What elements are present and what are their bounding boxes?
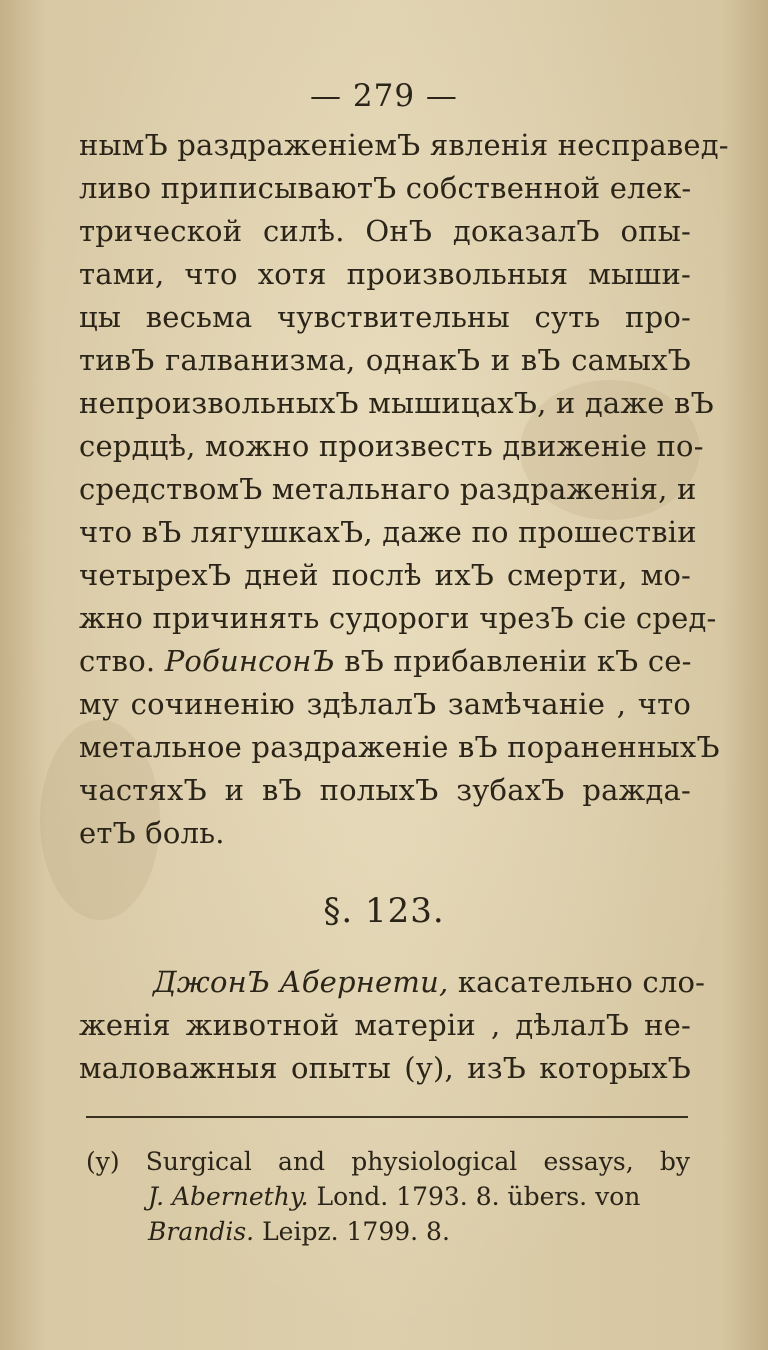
text-run: вЪ прибавленiи кЪ се- [344,644,692,678]
translator-name: Brandis. [148,1217,255,1246]
text-line: непроизвольныхЪ мышицахЪ, и даже вЪ [79,386,714,420]
text-line: четырехЪ дней послѣ ихЪ смерти, мо- [79,558,691,592]
text-line: средствомЪ метальнаго раздраженiя, и [79,472,697,506]
main-text [79,124,729,855]
footnote [86,1144,690,1249]
text-line: что вЪ лягушкахЪ, даже по прошествiи [79,515,697,549]
text-line: трической силѣ. ОнЪ доказалЪ опы- [79,214,691,248]
text-line: сердцѣ, можно произвесть движенiе по- [79,429,704,463]
text-line: маловажныя опыты (у), изЪ которыхЪ [79,1051,691,1085]
text-line: нымЪ раздраженiемЪ явленiя несправед- [79,128,729,162]
text-line: тами, что хотя произвольныя мыши- [79,257,691,291]
text-line: женiя животной матерiи , дѣлалЪ не- [79,1008,691,1042]
footnote-line: (y) Surgical and physiological essays, by [86,1147,690,1176]
text-line [79,640,691,683]
text-run: ство. [79,644,156,678]
text-line: цы весьма чувствительны суть про- [79,300,691,334]
main-text-continued [79,961,706,1090]
text-line: тивЪ галванизма, однакЪ и вЪ самыхЪ [79,343,691,377]
text-line: частяхЪ и вЪ полыхЪ зубахЪ ражда- [79,773,691,807]
footnote-line [86,1214,690,1249]
text-line [79,961,706,1004]
page-number: — 279 — [310,78,458,114]
footnote-line [86,1179,690,1214]
text-run: касательно сло- [457,965,706,999]
text-line: ливо приписываютЪ собственной елек- [79,171,692,205]
text-line: жно причинять судороги чрезЪ сiе сред- [79,601,717,635]
person-name: ДжонЪ Абернети, [153,965,449,999]
text-line: му сочиненiю здѣлалЪ замѣчанiе , что [79,687,691,721]
text-run: Lond. 1793. 8. übers. von [316,1182,641,1211]
section-heading: §. 123. [323,891,445,931]
text-line: метальное раздраженiе вЪ пораненныхЪ [79,730,720,764]
text-run: Leipz. 1799. 8. [262,1217,450,1246]
author-name: J. Abernethy. [148,1182,309,1211]
footnote-divider [86,1116,688,1118]
text-line: етЪ боль. [79,816,225,850]
person-name: РобинсонЪ [164,644,335,678]
